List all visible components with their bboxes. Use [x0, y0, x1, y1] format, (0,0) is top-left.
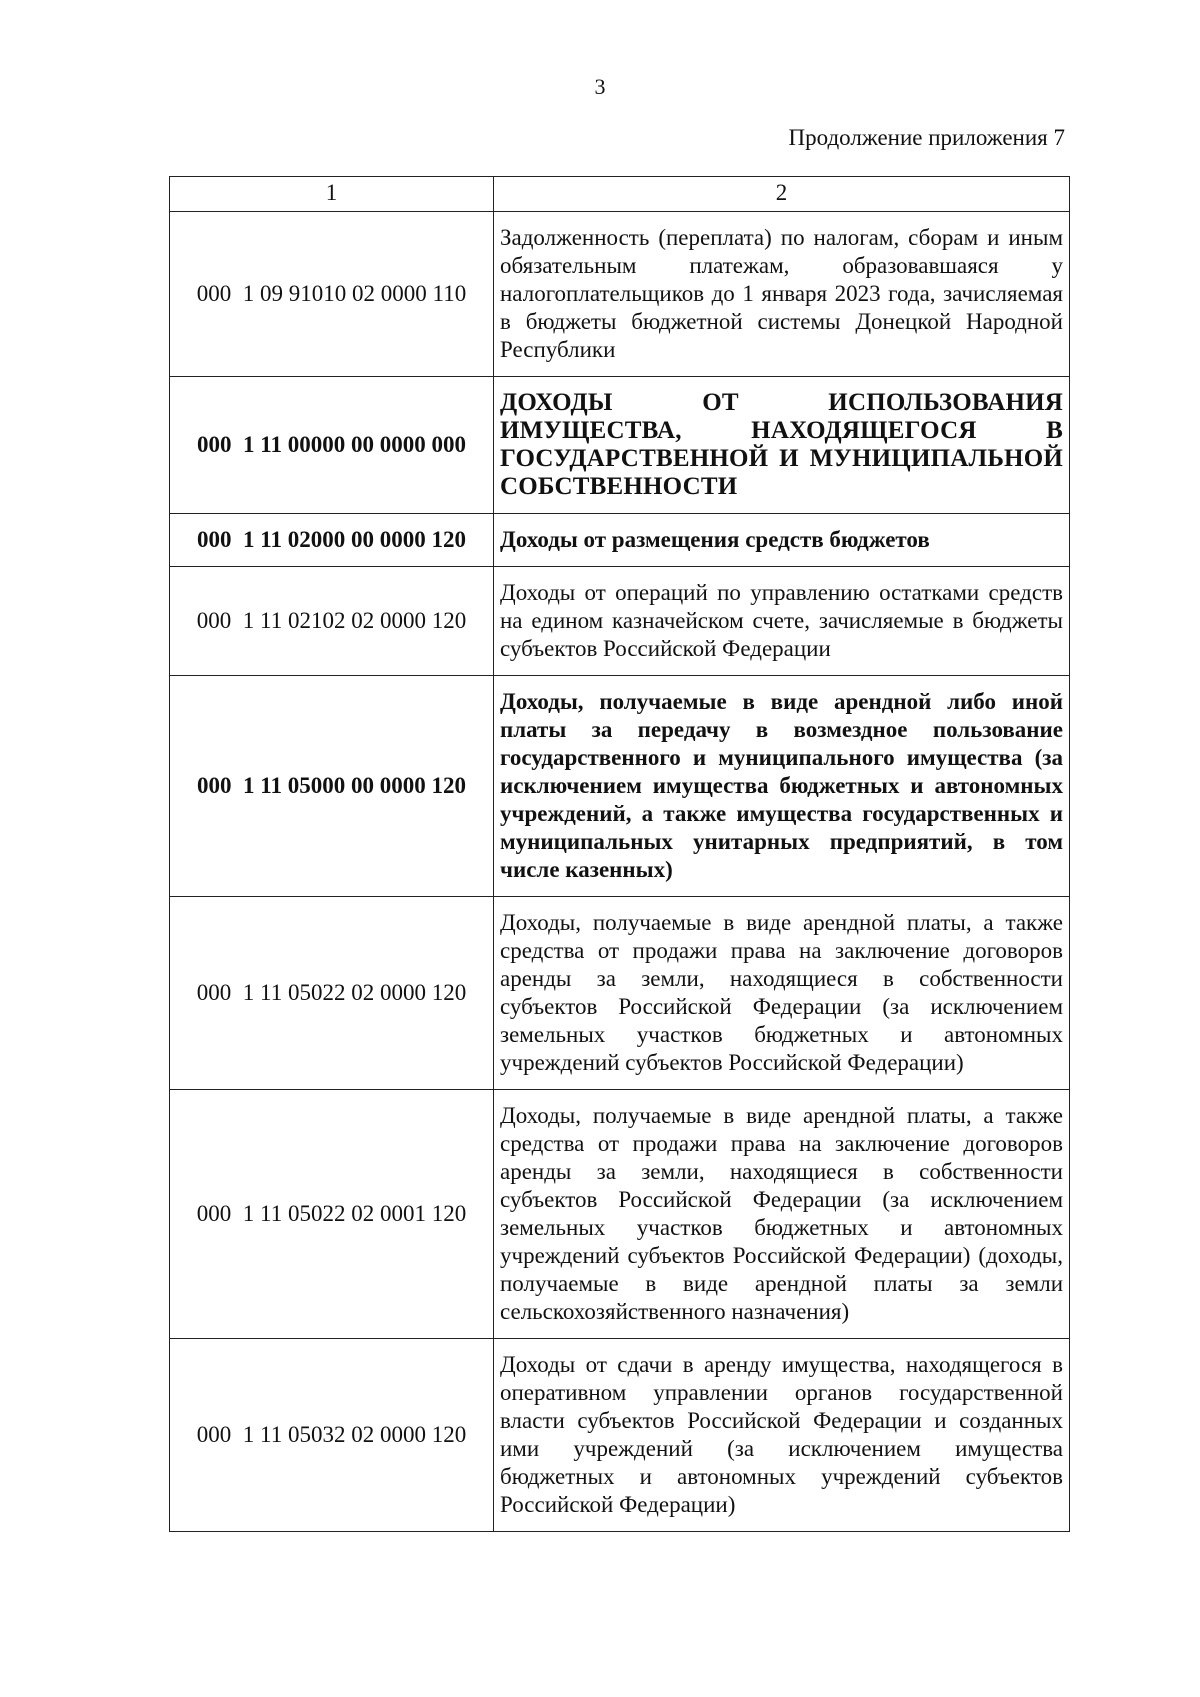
- income-description: ДОХОДЫ ОТ ИСПОЛЬЗОВАНИЯ ИМУЩЕСТВА, НАХОДЯЩЕГОСЯ В ГОСУДАРСТВЕННОЙ И МУНИЦИПАЛЬНОЙ СОБСТВЕННОСТИ: [494, 377, 1070, 514]
- income-description: Доходы, получаемые в виде арендной платы, а также средства от продажи права на заключение договоров аренды за земли, находящиеся в собственности субъектов Российской Федерации (за исключением земельных участков бюджетных и автономных учреждений субъектов Российской Федерации): [494, 897, 1070, 1090]
- income-description: Доходы от операций по управлению остатками средств на едином казначейском счете, зачисляемые в бюджеты субъектов Российской Федерации: [494, 567, 1070, 676]
- income-codes-table: [169, 176, 1070, 1532]
- budget-code: 000 1 11 00000 00 0000 000: [170, 377, 494, 514]
- table-row: [170, 567, 1070, 676]
- table-row: [170, 1339, 1070, 1532]
- table-row: [170, 514, 1070, 567]
- table-row: [170, 1090, 1070, 1339]
- budget-code: 000 1 11 02000 00 0000 120: [170, 514, 494, 567]
- column-header-description: 2: [494, 177, 1070, 212]
- income-description: Доходы от сдачи в аренду имущества, находящегося в оперативном управлении органов государственной власти субъектов Российской Федерации и созданных ими учреждений (за исключением имущества бюджетных и автономных учреждений субъектов Российской Федерации): [494, 1339, 1070, 1532]
- income-description: Доходы, получаемые в виде арендной платы, а также средства от продажи права на заключение договоров аренды за земли, находящиеся в собственности субъектов Российской Федерации (за исключением земельных участков бюджетных и автономных учреждений субъектов Российской Федерации) (доходы, получаемые в виде арендной платы за земли сельскохозяйственного назначения): [494, 1090, 1070, 1339]
- table-row: [170, 377, 1070, 514]
- budget-code: 000 1 11 05000 00 0000 120: [170, 676, 494, 897]
- continuation-label: Продолжение приложения 7: [788, 125, 1065, 150]
- table-header-row: [170, 177, 1070, 212]
- income-description: Доходы от размещения средств бюджетов: [494, 514, 1070, 567]
- budget-code: 000 1 11 05032 02 0000 120: [170, 1339, 494, 1532]
- budget-code: 000 1 11 05022 02 0000 120: [170, 897, 494, 1090]
- column-header-code: 1: [170, 177, 494, 212]
- table-row: [170, 212, 1070, 377]
- table-row: [170, 897, 1070, 1090]
- table-row: [170, 676, 1070, 897]
- budget-code: 000 1 09 91010 02 0000 110: [170, 212, 494, 377]
- page-number: 3: [594, 74, 606, 99]
- income-description: Доходы, получаемые в виде арендной либо иной платы за передачу в возмездное пользование государственного и муниципального имущества (за исключением имущества бюджетных и автономных учреждений, а также имущества государственных и муниципальных унитарных предприятий, в том числе казенных): [494, 676, 1070, 897]
- income-description: Задолженность (переплата) по налогам, сборам и иным обязательным платежам, образовавшаяся у налогоплательщиков до 1 января 2023 года, зачисляемая в бюджеты бюджетной системы Донецкой Народной Республики: [494, 212, 1070, 377]
- budget-code: 000 1 11 02102 02 0000 120: [170, 567, 494, 676]
- budget-code: 000 1 11 05022 02 0001 120: [170, 1090, 494, 1339]
